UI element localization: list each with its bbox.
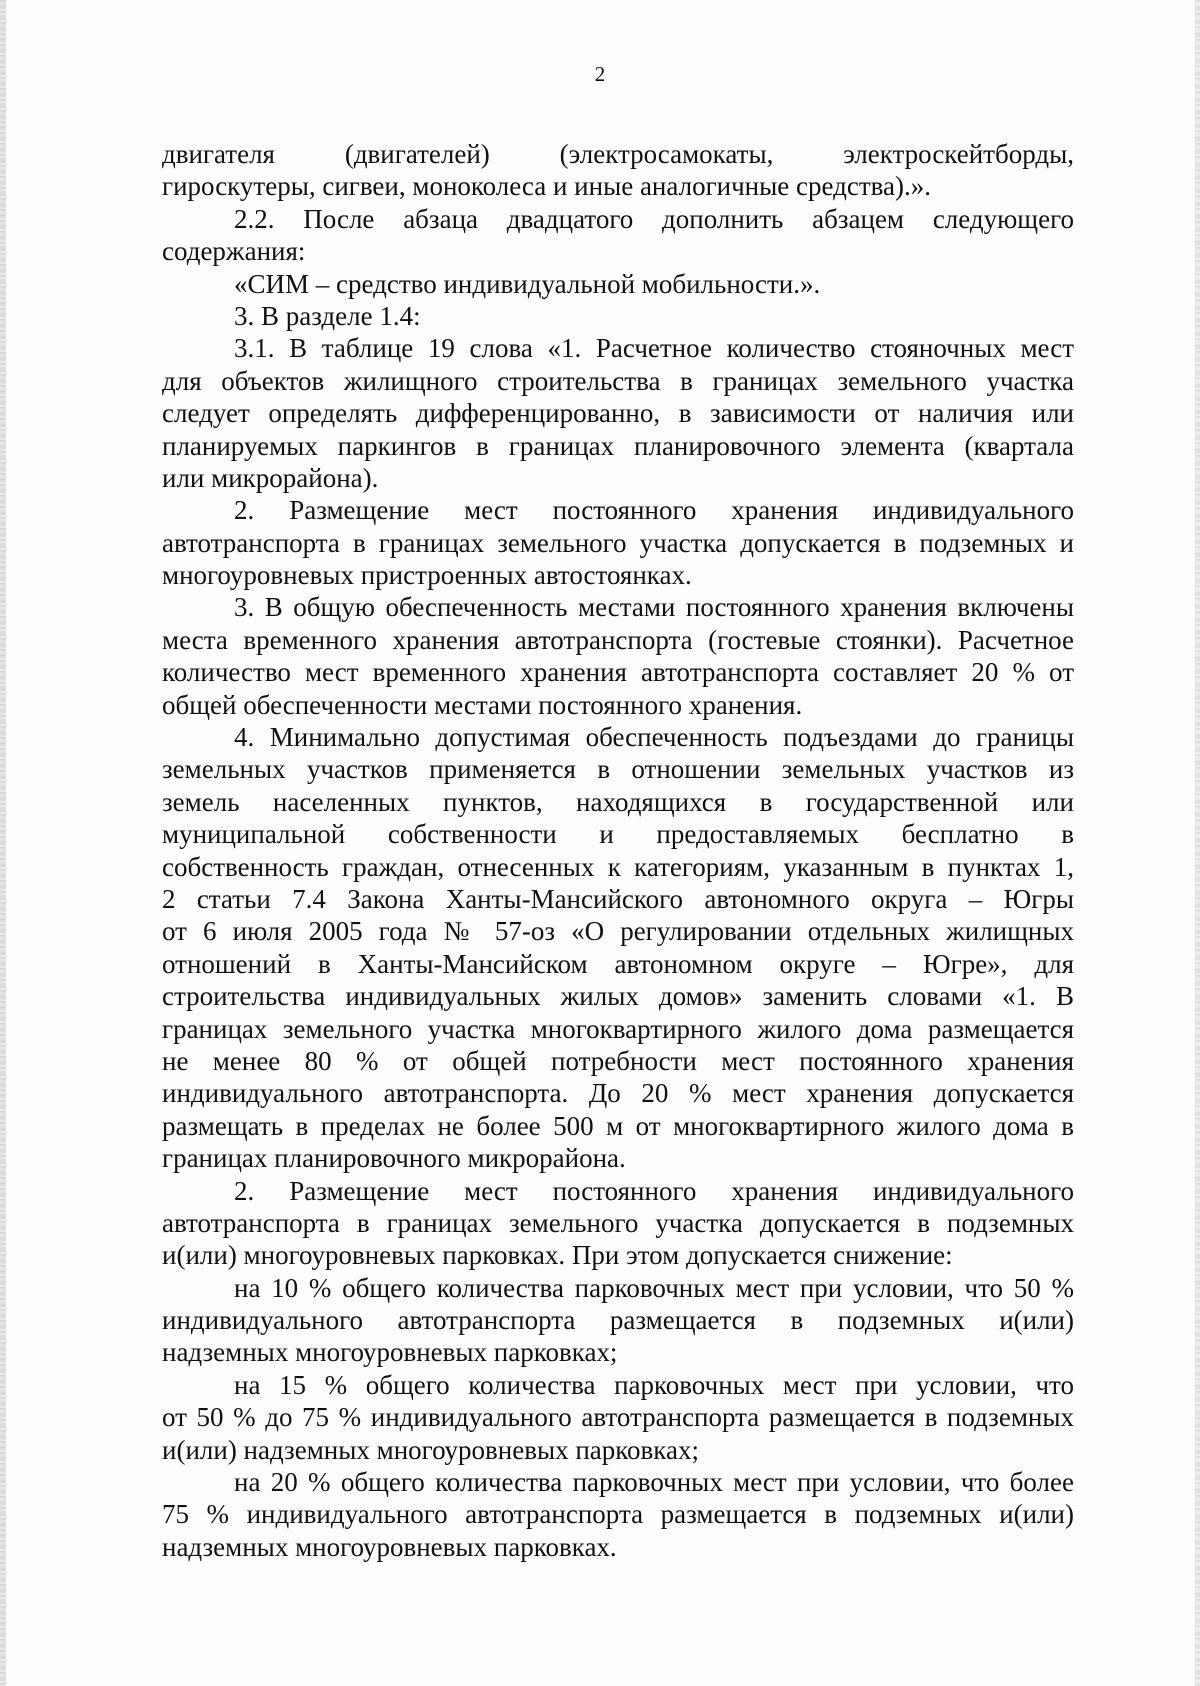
- text-line: автотранспорта в границах земельного участка допускается в подземных: [162, 1207, 1074, 1238]
- text-line: 3.1. В таблице 19 слова «1. Расчетное количество стояночных мест: [234, 333, 1074, 364]
- document-body: [162, 138, 1074, 1563]
- text-line: 3. В общую обеспеченность местами постоянного хранения включены: [234, 592, 1074, 623]
- text-line: и(или) надземных многоуровневых парковках;: [162, 1434, 699, 1465]
- text-line: земельных участков применяется в отношении земельных участков из: [162, 754, 1074, 785]
- text-line: отношений в Ханты-Мансийском автономном округе – Югре», для: [162, 948, 1074, 979]
- text-line: на 20 % общего количества парковочных мест при условии, что более: [234, 1467, 1074, 1498]
- text-line: содержания:: [162, 236, 306, 267]
- page-number: 2: [594, 62, 606, 86]
- text-line: «СИМ – средство индивидуальной мобильности.».: [234, 268, 821, 299]
- text-line: гироскутеры, сигвеи, моноколеса и иные аналогичные средства).».: [162, 171, 931, 202]
- text-line: надземных многоуровневых парковках.: [162, 1531, 617, 1562]
- text-line: 2 статьи 7.4 Закона Ханты-Мансийского автономного округа – Югры: [162, 883, 1074, 914]
- text-line: для объектов жилищного строительства в границах земельного участка: [162, 365, 1074, 396]
- text-line: муниципальной собственности и предоставляемых бесплатно в: [162, 819, 1074, 850]
- text-line: не менее 80 % от общей потребности мест постоянного хранения: [162, 1045, 1074, 1076]
- text-line: и(или) многоуровневых парковках. При этом допускается снижение:: [162, 1240, 953, 1271]
- text-line: от 6 июля 2005 года № 57-оз «О регулировании отдельных жилищных: [162, 916, 1074, 947]
- text-line: размещать в пределах не более 500 м от многоквартирного жилого дома в: [162, 1110, 1074, 1141]
- text-line: 75 % индивидуального автотранспорта размещается в подземных и(или): [162, 1499, 1074, 1530]
- text-line: надземных многоуровневых парковках;: [162, 1337, 618, 1368]
- text-line: земель населенных пунктов, находящихся в государственной или: [162, 786, 1074, 817]
- text-line: планируемых паркингов в границах планировочного элемента (квартала: [162, 430, 1074, 461]
- text-line: места временного хранения автотранспорта (гостевые стоянки). Расчетное: [162, 624, 1074, 655]
- text-line: на 10 % общего количества парковочных мест при условии, что 50 %: [234, 1272, 1074, 1303]
- text-line: 3. В разделе 1.4:: [234, 300, 421, 331]
- text-line: границах земельного участка многоквартирного жилого дома размещается: [162, 1013, 1074, 1044]
- text-line: следует определять дифференцированно, в зависимости от наличия или: [162, 398, 1074, 429]
- text-line: 2.2. После абзаца двадцатого дополнить абзацем следующего: [234, 203, 1074, 234]
- text-line: от 50 % до 75 % индивидуального автотранспорта размещается в подземных: [162, 1402, 1074, 1433]
- text-line: общей обеспеченности местами постоянного хранения.: [162, 689, 803, 720]
- text-line: или микрорайона).: [162, 462, 379, 493]
- text-line: индивидуального автотранспорта размещается в подземных и(или): [162, 1305, 1074, 1336]
- text-line: на 15 % общего количества парковочных мест при условии, что: [234, 1369, 1074, 1400]
- text-line: собственность граждан, отнесенных к категориям, указанным в пунктах 1,: [162, 851, 1074, 882]
- scan-edge-right: [1195, 0, 1200, 1686]
- text-line: 2. Размещение мест постоянного хранения индивидуального: [234, 495, 1074, 526]
- text-line: индивидуального автотранспорта. До 20 % мест хранения допускается: [162, 1078, 1074, 1109]
- text-line: строительства индивидуальных жилых домов» заменить словами «1. В: [162, 981, 1074, 1012]
- text-line: 2. Размещение мест постоянного хранения индивидуального: [234, 1175, 1074, 1206]
- text-line: двигателя (двигателей) (электросамокаты, электроскейтборды,: [162, 139, 1074, 169]
- text-line: многоуровневых пристроенных автостоянках.: [162, 560, 692, 591]
- text-line: 4. Минимально допустимая обеспеченность подъездами до границы: [234, 722, 1074, 753]
- text-line: количество мест временного хранения автотранспорта составляет 20 % от: [162, 657, 1074, 688]
- text-line: границах планировочного микрорайона.: [162, 1143, 626, 1174]
- scan-edge-left: [0, 0, 6, 1686]
- text-line: автотранспорта в границах земельного участка допускается в подземных и: [162, 527, 1074, 558]
